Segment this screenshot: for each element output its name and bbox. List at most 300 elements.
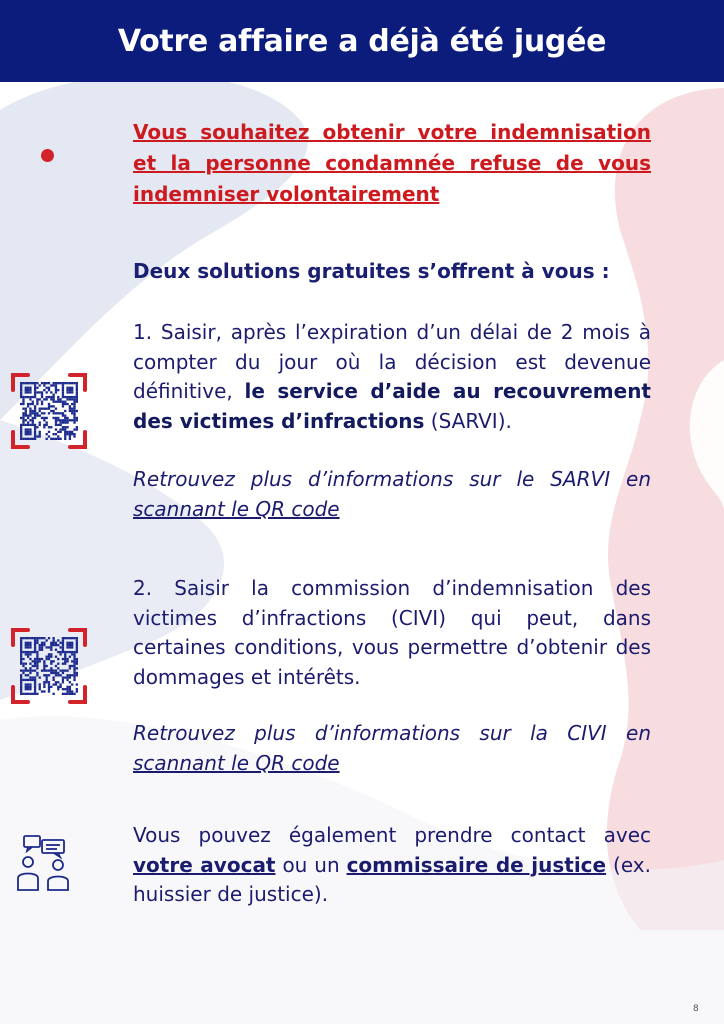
qr-module bbox=[73, 672, 75, 674]
qr-module bbox=[62, 382, 64, 384]
qr-module bbox=[52, 398, 54, 400]
solution-1-intro: 1. Saisir, après l’expiration d’un délai de 2 mois à compter du jour où la décision est devenue définitive, bbox=[133, 320, 651, 403]
qr-module bbox=[66, 398, 68, 400]
qr-module bbox=[20, 688, 22, 690]
qr-module bbox=[46, 658, 48, 660]
qr-module bbox=[36, 387, 38, 389]
qr-module bbox=[20, 674, 22, 676]
qr-module bbox=[27, 414, 29, 416]
qr-module bbox=[55, 669, 57, 671]
qr-module bbox=[41, 401, 43, 403]
qr-module bbox=[66, 433, 68, 435]
qr-code-icon[interactable] bbox=[10, 372, 88, 450]
qr-module bbox=[27, 669, 29, 671]
qr-module bbox=[34, 649, 36, 651]
qr-module bbox=[32, 396, 34, 398]
qr-module bbox=[71, 408, 73, 410]
solutions-subtitle: Deux solutions gratuites s’offrent à vous : bbox=[133, 259, 610, 283]
qr-module bbox=[69, 389, 71, 391]
qr-module bbox=[69, 382, 71, 384]
qr-module bbox=[22, 401, 24, 403]
qr-module bbox=[25, 663, 27, 665]
qr-module bbox=[27, 389, 29, 391]
qr-module bbox=[20, 683, 22, 685]
qr-module bbox=[27, 679, 29, 681]
qr-module bbox=[69, 396, 71, 398]
qr-module bbox=[43, 686, 45, 688]
qr-module bbox=[20, 669, 22, 671]
qr-module bbox=[27, 403, 29, 405]
qr-module bbox=[66, 387, 68, 389]
qr-module bbox=[76, 683, 78, 685]
qr-module bbox=[57, 424, 59, 426]
qr-module bbox=[66, 642, 68, 644]
qr-module bbox=[29, 644, 31, 646]
qr-module bbox=[71, 653, 73, 655]
qr-module bbox=[29, 683, 31, 685]
qr-module bbox=[25, 693, 27, 695]
qr-module bbox=[43, 424, 45, 426]
qr-module bbox=[76, 674, 78, 676]
qr-module bbox=[55, 401, 57, 403]
qr-modules bbox=[20, 637, 78, 695]
qr-module bbox=[52, 410, 54, 412]
qr-module bbox=[29, 403, 31, 405]
qr-module bbox=[62, 651, 64, 653]
sarvi-info bbox=[133, 465, 651, 524]
qr-module bbox=[29, 414, 31, 416]
qr-module bbox=[69, 408, 71, 410]
qr-module bbox=[66, 417, 68, 419]
qr-module bbox=[29, 419, 31, 421]
qr-module bbox=[27, 674, 29, 676]
sarvi-info-text: Retrouvez plus d’informations sur le SARVI en bbox=[133, 467, 651, 491]
qr-module bbox=[52, 639, 54, 641]
qr-module bbox=[50, 426, 52, 428]
qr-module bbox=[41, 391, 43, 393]
qr-module bbox=[71, 674, 73, 676]
qr-module bbox=[76, 672, 78, 674]
qr-module bbox=[50, 391, 52, 393]
qr-module bbox=[20, 649, 22, 651]
qr-module bbox=[46, 424, 48, 426]
qr-module bbox=[20, 431, 22, 433]
qr-module bbox=[36, 398, 38, 400]
qr-module bbox=[64, 421, 66, 423]
qr-module bbox=[41, 412, 43, 414]
qr-module bbox=[36, 412, 38, 414]
qr-module bbox=[46, 438, 48, 440]
qr-module bbox=[25, 382, 27, 384]
qr-module bbox=[73, 403, 75, 405]
qr-code-icon[interactable] bbox=[10, 627, 88, 705]
qr-module bbox=[36, 426, 38, 428]
qr-module bbox=[59, 401, 61, 403]
qr-module bbox=[39, 398, 41, 400]
qr-module bbox=[39, 384, 41, 386]
qr-module bbox=[39, 688, 41, 690]
qr-module bbox=[52, 382, 54, 384]
qr-module bbox=[57, 681, 59, 683]
contact-text bbox=[133, 821, 651, 910]
qr-module bbox=[34, 431, 36, 433]
solution-1-suffix: (SARVI). bbox=[424, 408, 512, 433]
qr-module bbox=[69, 665, 71, 667]
civi-qr-link[interactable]: scannant le QR code bbox=[133, 750, 340, 775]
qr-module bbox=[50, 686, 52, 688]
qr-module bbox=[25, 688, 27, 690]
qr-module bbox=[59, 651, 61, 653]
qr-module bbox=[69, 431, 71, 433]
qr-module bbox=[36, 401, 38, 403]
qr-module bbox=[71, 389, 73, 391]
qr-module bbox=[36, 382, 38, 384]
qr-module bbox=[66, 419, 68, 421]
qr-module bbox=[29, 410, 31, 412]
qr-module bbox=[62, 679, 64, 681]
qr-module bbox=[20, 639, 22, 641]
qr-module bbox=[46, 665, 48, 667]
qr-module bbox=[71, 651, 73, 653]
qr-module bbox=[34, 651, 36, 653]
qr-module bbox=[48, 412, 50, 414]
qr-module bbox=[52, 401, 54, 403]
qr-module bbox=[57, 644, 59, 646]
qr-module bbox=[29, 391, 31, 393]
qr-module bbox=[64, 669, 66, 671]
qr-module bbox=[43, 637, 45, 639]
qr-module bbox=[22, 424, 24, 426]
qr-module bbox=[39, 644, 41, 646]
qr-module bbox=[73, 410, 75, 412]
qr-module bbox=[71, 387, 73, 389]
qr-module bbox=[39, 676, 41, 678]
qr-module bbox=[73, 653, 75, 655]
qr-module bbox=[73, 658, 75, 660]
qr-module bbox=[43, 408, 45, 410]
qr-module bbox=[43, 412, 45, 414]
page-header bbox=[0, 0, 724, 82]
contact-prefix: Vous pouvez également prendre contact avec bbox=[133, 823, 651, 847]
qr-module bbox=[43, 665, 45, 667]
qr-module bbox=[66, 403, 68, 405]
qr-module bbox=[76, 644, 78, 646]
qr-module bbox=[25, 412, 27, 414]
qr-module bbox=[27, 656, 29, 658]
qr-module bbox=[64, 693, 66, 695]
qr-module bbox=[69, 433, 71, 435]
qr-module bbox=[76, 426, 78, 428]
qr-module bbox=[25, 667, 27, 669]
qr-module bbox=[71, 403, 73, 405]
qr-module bbox=[69, 405, 71, 407]
qr-module bbox=[73, 408, 75, 410]
qr-module bbox=[43, 417, 45, 419]
qr-module bbox=[57, 419, 59, 421]
qr-module bbox=[43, 644, 45, 646]
qr-module bbox=[69, 435, 71, 437]
qr-module bbox=[36, 642, 38, 644]
qr-module bbox=[62, 387, 64, 389]
qr-module bbox=[46, 669, 48, 671]
qr-module bbox=[22, 679, 24, 681]
qr-module bbox=[50, 663, 52, 665]
qr-module bbox=[71, 419, 73, 421]
qr-module bbox=[55, 412, 57, 414]
qr-module bbox=[50, 656, 52, 658]
qr-module bbox=[69, 688, 71, 690]
qr-module bbox=[52, 384, 54, 386]
qr-module bbox=[59, 674, 61, 676]
qr-module bbox=[71, 660, 73, 662]
qr-module bbox=[25, 679, 27, 681]
qr-module bbox=[36, 665, 38, 667]
qr-module bbox=[34, 690, 36, 692]
qr-module bbox=[71, 412, 73, 414]
qr-module bbox=[59, 428, 61, 430]
qr-module bbox=[73, 421, 75, 423]
qr-module bbox=[20, 676, 22, 678]
qr-module bbox=[48, 389, 50, 391]
qr-module bbox=[22, 382, 24, 384]
qr-module bbox=[22, 398, 24, 400]
qr-module bbox=[34, 387, 36, 389]
qr-module bbox=[39, 433, 41, 435]
qr-module bbox=[39, 637, 41, 639]
qr-module bbox=[55, 419, 57, 421]
qr-module bbox=[50, 384, 52, 386]
qr-module bbox=[39, 431, 41, 433]
qr-module bbox=[41, 669, 43, 671]
qr-module bbox=[57, 688, 59, 690]
qr-module bbox=[25, 414, 27, 416]
qr-module bbox=[43, 667, 45, 669]
qr-module bbox=[27, 438, 29, 440]
qr-module bbox=[73, 396, 75, 398]
qr-module bbox=[34, 644, 36, 646]
qr-module bbox=[46, 679, 48, 681]
qr-module bbox=[27, 433, 29, 435]
qr-module bbox=[27, 417, 29, 419]
qr-module bbox=[76, 382, 78, 384]
qr-module bbox=[71, 410, 73, 412]
qr-module bbox=[66, 389, 68, 391]
qr-module bbox=[36, 693, 38, 695]
qr-module bbox=[29, 667, 31, 669]
sarvi-qr-link[interactable]: scannant le QR code bbox=[133, 496, 340, 521]
qr-module bbox=[27, 688, 29, 690]
qr-module bbox=[29, 651, 31, 653]
qr-module bbox=[57, 658, 59, 660]
qr-module bbox=[34, 646, 36, 648]
qr-module bbox=[73, 417, 75, 419]
qr-module bbox=[36, 672, 38, 674]
qr-module bbox=[52, 433, 54, 435]
qr-module bbox=[20, 389, 22, 391]
qr-module bbox=[25, 669, 27, 671]
qr-module bbox=[25, 396, 27, 398]
qr-module bbox=[48, 674, 50, 676]
qr-module bbox=[20, 387, 22, 389]
qr-module bbox=[52, 669, 54, 671]
qr-module bbox=[76, 688, 78, 690]
qr-module bbox=[59, 686, 61, 688]
qr-module bbox=[76, 658, 78, 660]
qr-module bbox=[64, 658, 66, 660]
qr-module bbox=[20, 690, 22, 692]
qr-module bbox=[48, 387, 50, 389]
qr-module bbox=[20, 384, 22, 386]
qr-module bbox=[27, 405, 29, 407]
qr-module bbox=[32, 651, 34, 653]
qr-module bbox=[66, 396, 68, 398]
qr-module bbox=[52, 637, 54, 639]
qr-module bbox=[64, 417, 66, 419]
qr-module bbox=[34, 414, 36, 416]
sarvi-name: le service d’aide au recouvrement des victimes d’infractions bbox=[133, 379, 651, 433]
qr-module bbox=[64, 663, 66, 665]
qr-module bbox=[64, 431, 66, 433]
qr-module bbox=[76, 667, 78, 669]
qr-module bbox=[76, 651, 78, 653]
qr-module bbox=[59, 669, 61, 671]
qr-module bbox=[55, 421, 57, 423]
qr-module bbox=[69, 391, 71, 393]
qr-module bbox=[52, 642, 54, 644]
commissaire-link[interactable]: commissaire de justice bbox=[346, 852, 607, 877]
qr-module bbox=[69, 438, 71, 440]
qr-module bbox=[20, 686, 22, 688]
qr-module bbox=[29, 424, 31, 426]
qr-module bbox=[32, 419, 34, 421]
qr-module bbox=[64, 428, 66, 430]
qr-module bbox=[57, 639, 59, 641]
qr-module bbox=[50, 667, 52, 669]
qr-module bbox=[57, 674, 59, 676]
qr-module bbox=[59, 412, 61, 414]
qr-module bbox=[73, 669, 75, 671]
qr-module bbox=[76, 417, 78, 419]
qr-module bbox=[73, 693, 75, 695]
qr-module bbox=[73, 405, 75, 407]
qr-module bbox=[25, 431, 27, 433]
qr-module bbox=[25, 387, 27, 389]
qr-module bbox=[66, 421, 68, 423]
qr-module bbox=[76, 663, 78, 665]
qr-module bbox=[52, 405, 54, 407]
qr-module bbox=[34, 435, 36, 437]
qr-module bbox=[41, 396, 43, 398]
qr-module bbox=[64, 426, 66, 428]
qr-module bbox=[34, 438, 36, 440]
qr-module bbox=[25, 644, 27, 646]
qr-module bbox=[57, 651, 59, 653]
qr-module bbox=[22, 417, 24, 419]
qr-module bbox=[73, 419, 75, 421]
qr-module bbox=[59, 424, 61, 426]
qr-module bbox=[36, 403, 38, 405]
qr-module bbox=[32, 665, 34, 667]
qr-module bbox=[64, 414, 66, 416]
qr-module bbox=[34, 384, 36, 386]
qr-module bbox=[73, 428, 75, 430]
qr-module bbox=[69, 681, 71, 683]
qr-module bbox=[20, 396, 22, 398]
qr-module bbox=[62, 644, 64, 646]
qr-module bbox=[66, 426, 68, 428]
qr-module bbox=[43, 642, 45, 644]
qr-module bbox=[62, 642, 64, 644]
qr-module bbox=[32, 424, 34, 426]
qr-module bbox=[76, 660, 78, 662]
civi-info bbox=[133, 719, 651, 778]
qr-module bbox=[62, 663, 64, 665]
qr-module bbox=[20, 660, 22, 662]
qr-module bbox=[29, 676, 31, 678]
qr-module bbox=[46, 674, 48, 676]
qr-module bbox=[34, 391, 36, 393]
qr-module bbox=[39, 424, 41, 426]
qr-module bbox=[22, 663, 24, 665]
qr-module bbox=[64, 653, 66, 655]
qr-module bbox=[27, 421, 29, 423]
qr-module bbox=[39, 658, 41, 660]
qr-module bbox=[34, 433, 36, 435]
qr-module bbox=[71, 665, 73, 667]
qr-module bbox=[50, 642, 52, 644]
qr-module bbox=[76, 391, 78, 393]
qr-module bbox=[66, 679, 68, 681]
qr-module bbox=[71, 391, 73, 393]
qr-module bbox=[29, 672, 31, 674]
qr-module bbox=[64, 660, 66, 662]
qr-module bbox=[73, 398, 75, 400]
qr-module bbox=[55, 683, 57, 685]
qr-module bbox=[25, 674, 27, 676]
qr-module bbox=[25, 410, 27, 412]
qr-module bbox=[64, 688, 66, 690]
qr-module bbox=[48, 656, 50, 658]
avocat-link[interactable]: votre avocat bbox=[133, 852, 276, 877]
qr-module bbox=[69, 419, 71, 421]
qr-module bbox=[55, 428, 57, 430]
qr-module bbox=[20, 428, 22, 430]
qr-module bbox=[20, 693, 22, 695]
qr-module bbox=[39, 391, 41, 393]
qr-module bbox=[34, 396, 36, 398]
qr-module bbox=[43, 382, 45, 384]
qr-module bbox=[29, 658, 31, 660]
qr-module bbox=[46, 387, 48, 389]
qr-module bbox=[22, 396, 24, 398]
qr-module bbox=[20, 438, 22, 440]
qr-module bbox=[36, 391, 38, 393]
qr-module bbox=[29, 387, 31, 389]
qr-module bbox=[73, 382, 75, 384]
qr-module bbox=[48, 646, 50, 648]
qr-module bbox=[76, 639, 78, 641]
qr-module bbox=[50, 646, 52, 648]
qr-module bbox=[46, 421, 48, 423]
qr-module bbox=[48, 653, 50, 655]
qr-module bbox=[39, 408, 41, 410]
qr-module bbox=[34, 693, 36, 695]
qr-module bbox=[32, 438, 34, 440]
qr-module bbox=[27, 646, 29, 648]
qr-module bbox=[41, 646, 43, 648]
qr-module bbox=[71, 396, 73, 398]
qr-module bbox=[71, 690, 73, 692]
